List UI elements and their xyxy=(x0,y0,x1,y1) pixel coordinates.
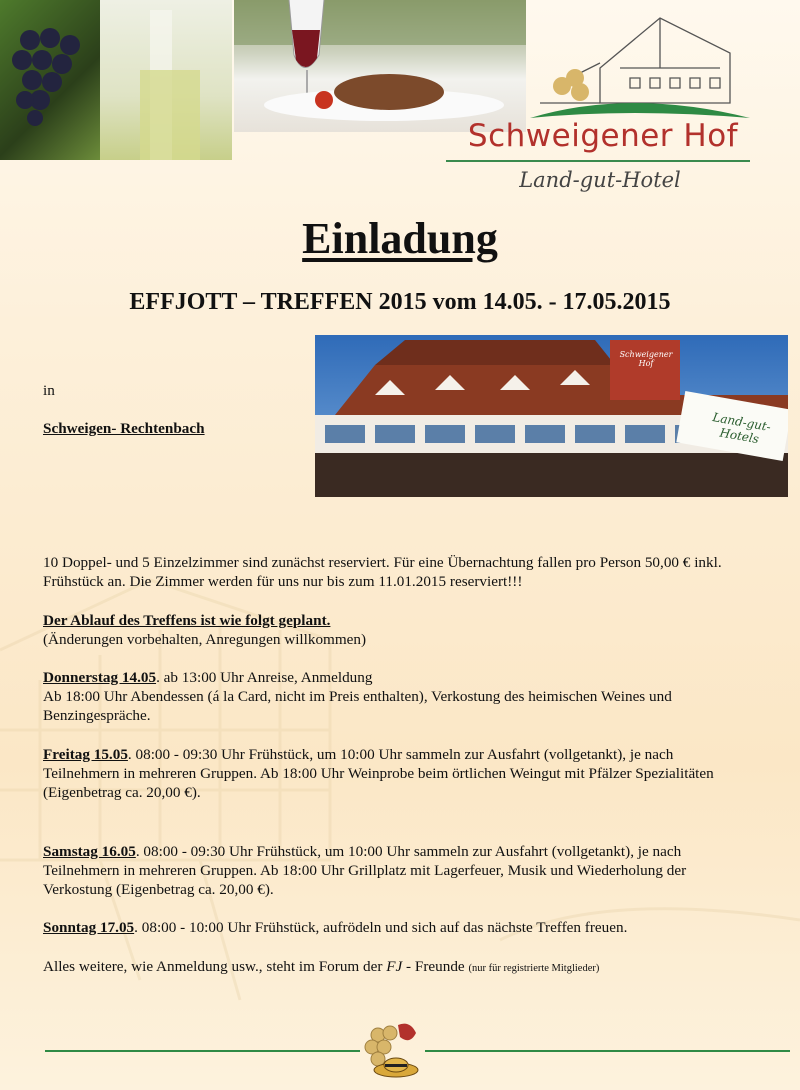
grapes-photo xyxy=(0,0,100,160)
day-saturday-line-2: Teilnehmern in mehreren Gruppen. Ab 18:00 Uhr Grillplatz mit Lagerfeuer, Musik und Wiederholung der xyxy=(43,862,687,879)
day-friday-text: . 08:00 - 09:30 Uhr Frühstück, um 10:00 Uhr sammeln zur Ausfahrt (vollgetankt), je nach xyxy=(127,746,674,763)
hotel-photo xyxy=(315,335,788,497)
day-thursday-text: . ab 13:00 Uhr Anreise, Anmeldung xyxy=(156,669,373,686)
day-saturday-label: Samstag 16.05 xyxy=(43,843,136,860)
day-thursday-line-1 xyxy=(43,668,793,687)
wine-glass-photo xyxy=(100,0,232,160)
day-friday-line-3: (Eigenbetrag ca. 20,00 €). xyxy=(43,784,201,801)
logo-divider xyxy=(446,160,750,162)
closing-freunde: - Freunde xyxy=(402,958,469,975)
location-prefix: in xyxy=(43,382,55,399)
day-thursday-label: Donnerstag 14.05 xyxy=(43,669,157,686)
schedule-note: (Änderungen vorbehalten, Anregungen willkommen) xyxy=(43,631,367,648)
closing-text xyxy=(43,957,793,978)
day-friday-line-2: Teilnehmern in mehreren Gruppen. Ab 18:00 Uhr Weinprobe beim örtlichen Weingut mit Pfälzer Spezialitäten xyxy=(43,765,714,782)
page-title: Einladung xyxy=(302,214,498,263)
hotel-sign: Schweigener Hof xyxy=(619,350,673,368)
reservation-line-1: 10 Doppel- und 5 Einzelzimmer sind zunächst reserviert. Für eine Übernachtung fallen pro Person 50,00 € inkl. xyxy=(43,554,722,571)
location-place: Schweigen- Rechtenbach xyxy=(43,420,205,437)
schedule-heading: Der Ablauf des Treffens ist wie folgt geplant. xyxy=(43,612,331,629)
logo-subtitle: Land-gut-Hotel xyxy=(519,168,681,192)
day-friday-line-1 xyxy=(43,745,793,764)
day-thursday-line-2: Ab 18:00 Uhr Abendessen (á la Card, nicht im Preis enthalten), Verkostung des heimischen Weines und xyxy=(43,688,672,705)
footer-line-left xyxy=(45,1050,360,1052)
closing-note: (nur für registrierte Mitglieder) xyxy=(468,963,600,974)
day-saturday-line-3: Verkostung (Eigenbetrag ca. 20,00 €). xyxy=(43,881,274,898)
day-thursday-line-3: Benzingespräche. xyxy=(43,707,151,724)
reservation-line-2: Frühstück an. Die Zimmer werden für uns nur bis zum 11.01.2015 reserviert!!! xyxy=(43,573,523,590)
footer-line-right xyxy=(425,1050,790,1052)
hotel-badge: Land-gut-Hotels xyxy=(711,410,772,447)
day-sunday-line-1 xyxy=(43,918,793,937)
logo-name: Schweigener Hof xyxy=(467,118,739,154)
closing-fj: FJ xyxy=(386,958,403,975)
grapes-hat-icon xyxy=(350,1015,430,1085)
day-sunday-text: . 08:00 - 10:00 Uhr Frühstück, aufrödeln und sich auf das nächste Treffen freuen. xyxy=(134,919,628,936)
day-friday-label: Freitag 15.05 xyxy=(43,746,128,763)
day-saturday-text: . 08:00 - 09:30 Uhr Frühstück, um 10:00 Uhr sammeln zur Ausfahrt (vollgetankt), je nach xyxy=(135,843,682,860)
closing-main: Alles weitere, wie Anmeldung usw., steht im Forum der xyxy=(43,958,387,975)
day-saturday-line-1 xyxy=(43,842,793,861)
day-sunday-label: Sonntag 17.05 xyxy=(43,919,135,936)
event-subtitle: EFFJOTT – TREFFEN 2015 vom 14.05. - 17.05.2015 xyxy=(129,289,671,315)
